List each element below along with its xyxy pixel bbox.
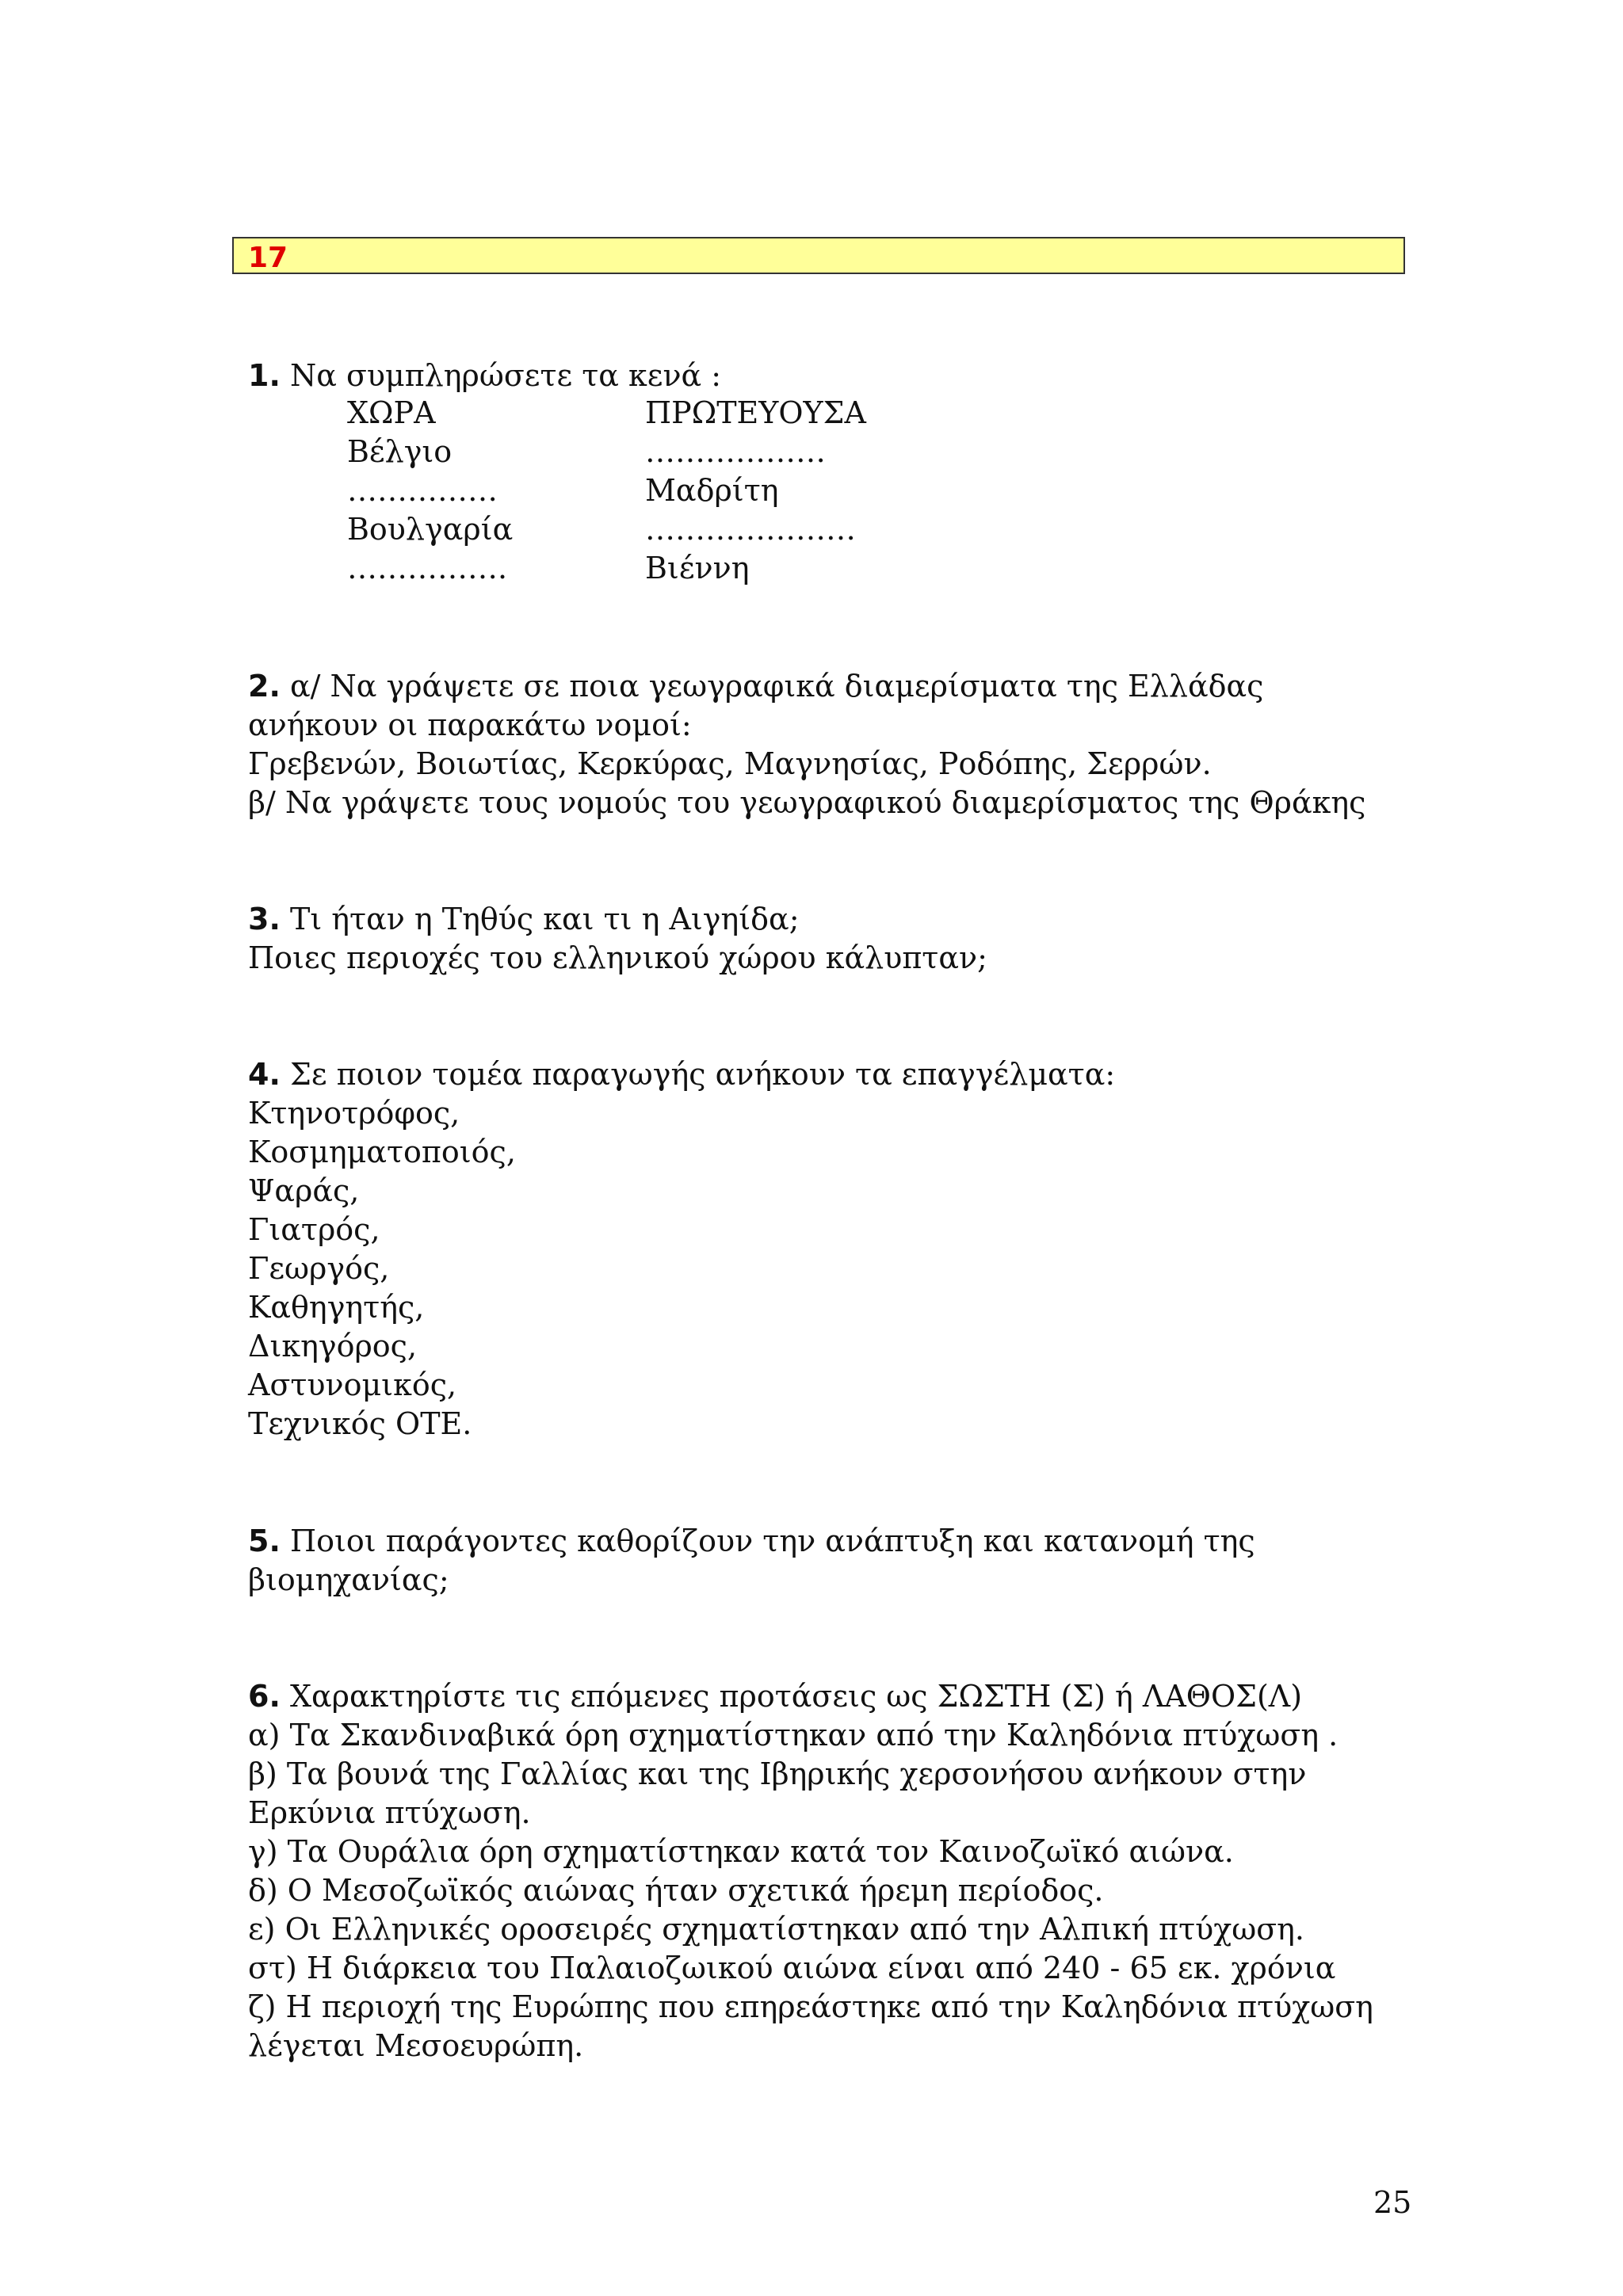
table-row: [347, 549, 866, 588]
question-1: [248, 357, 1421, 395]
table-row: [347, 471, 866, 510]
statement: λέγεται Μεσοευρώπη.: [248, 2028, 584, 2063]
list-item: Δικηγόρος,: [248, 1329, 418, 1363]
question-text: Γρεβενών, Βοιωτίας, Κερκύρας, Μαγνησίας, Ροδόπης, Σερρών.: [248, 746, 1212, 781]
table-cell: Βουλγαρία: [347, 512, 514, 547]
question-6: [248, 1677, 1421, 2065]
question-text: Χαρακτηρίστε τις επόμενες προτάσεις ως ΣΩΣΤΗ (Σ) ή ΛΑΘΟΣ(Λ): [280, 1679, 1303, 1714]
section-number: 17: [248, 242, 288, 274]
list-item: Κτηνοτρόφος,: [248, 1096, 460, 1131]
table-cell: Μαδρίτη: [645, 473, 779, 508]
statement: α) Τα Σκανδιναβικά όρη σχηματίστηκαν από την Καληδόνια πτύχωση .: [248, 1718, 1338, 1753]
column-header-capital: ΠΡΩΤΕΥΟΥΣΑ: [645, 395, 866, 430]
statement: ζ) Η περιοχή της Ευρώπης που επηρεάστηκε από την Καληδόνια πτύχωση: [248, 1989, 1373, 2024]
list-item: Τεχνικός ΟΤΕ.: [248, 1406, 472, 1441]
question-2: [248, 667, 1421, 822]
question-number: 5.: [248, 1524, 281, 1558]
page-number: 25: [1373, 2185, 1412, 2220]
section-header-box: [232, 237, 1405, 274]
list-item: Γιατρός,: [248, 1212, 380, 1247]
table-cell: …………………: [645, 512, 856, 547]
question-text: ανήκουν οι παρακάτω νομοί:: [248, 707, 692, 742]
list-item: Κοσμηματοποιός,: [248, 1135, 516, 1169]
list-item: Ψαράς,: [248, 1173, 360, 1208]
table-header-row: [347, 394, 866, 433]
statement: ε) Οι Ελληνικές οροσειρές σχηματίστηκαν από την Αλπική πτύχωση.: [248, 1912, 1304, 1947]
question-text: Σε ποιον τομέα παραγωγής ανήκουν τα επαγγέλματα:: [280, 1057, 1116, 1092]
question-text: βιομηχανίας;: [248, 1562, 449, 1597]
table-cell: Βιέννη: [645, 551, 750, 585]
question-text: Να συμπληρώσετε τα κενά :: [280, 358, 722, 393]
question-5: [248, 1522, 1421, 1600]
list-item: Γεωργός,: [248, 1251, 390, 1286]
table-row: [347, 433, 866, 471]
question-number: 1.: [248, 358, 281, 393]
question-4: [248, 1055, 1421, 1444]
question-text: Ποιοι παράγοντες καθορίζουν την ανάπτυξη και κατανομή της: [280, 1524, 1255, 1558]
list-item: Καθηγητής,: [248, 1290, 425, 1325]
table-cell: Βέλγιο: [347, 434, 453, 469]
statement: Ερκύνια πτύχωση.: [248, 1795, 531, 1830]
statement: β) Τα βουνά της Γαλλίας και της Ιβηρικής χερσονήσου ανήκουν στην: [248, 1756, 1307, 1791]
question-text: β/ Να γράψετε τους νομούς του γεωγραφικού διαμερίσματος της Θράκης: [248, 785, 1366, 820]
table-cell: …………….: [347, 551, 508, 585]
question-3: [248, 900, 1421, 978]
question-text: Τι ήταν η Τηθύς και τι η Αιγηίδα;: [280, 902, 800, 936]
question-number: 6.: [248, 1679, 281, 1714]
question-text: α/ Να γράψετε σε ποια γεωγραφικά διαμερίσματα της Ελλάδας: [280, 669, 1264, 704]
question-number: 3.: [248, 902, 281, 936]
question-number: 4.: [248, 1057, 281, 1092]
statement: γ) Τα Ουράλια όρη σχηματίστηκαν κατά τον Καινοζωϊκό αιώνα.: [248, 1834, 1234, 1869]
table-row: [347, 510, 866, 549]
question-text: Ποιες περιοχές του ελληνικού χώρου κάλυπταν;: [248, 940, 987, 975]
question-number: 2.: [248, 669, 281, 704]
table-cell: ……………: [347, 473, 498, 508]
column-header-country: ΧΩΡΑ: [347, 395, 436, 430]
list-item: Αστυνομικός,: [248, 1367, 457, 1402]
capitals-table: [347, 394, 866, 588]
table-cell: ………………: [645, 434, 826, 469]
statement: στ) Η διάρκεια του Παλαιοζωικού αιώνα είναι από 240 - 65 εκ. χρόνια: [248, 1951, 1336, 1985]
statement: δ) Ο Μεσοζωϊκός αιώνας ήταν σχετικά ήρεμη περίοδος.: [248, 1873, 1104, 1908]
